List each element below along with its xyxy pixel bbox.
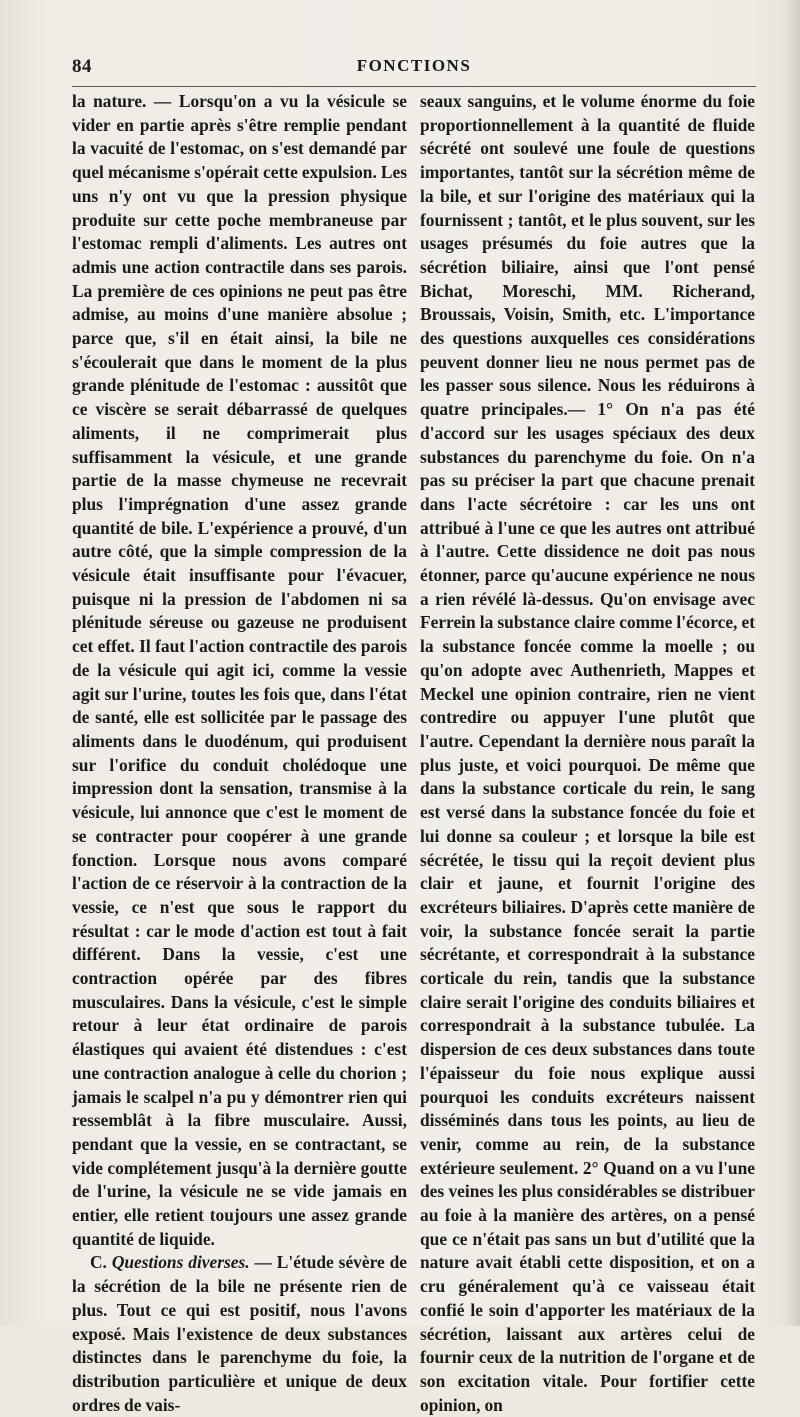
paragraph-foie-questions: seaux sanguins, et le volume énorme du foie proportionnellement à la quantité de fluide sécrété ont soulevé une foule de questions importantes, tantôt sur la sécrétion même de la bile, et sur l'origine des matériaux qui la fournissent ; tantôt, et le plus souvent, sur les usages présumés du foie autres que la sécrétion biliaire, ainsi que l'ont pensé Bichat, Moreschi, MM. Richerand, Broussais, Voisin, Smith, etc. L'importance des questions auxquelles ces considérations peuvent donner lieu ne nous permet pas de les passer sous silence. Nous les réduirons à quatre principales.— 1° On n'a pas été d'accord sur les usages spéciaux des deux substances du parenchyme du foie. On n'a pas su préciser la part que chacune prenait dans l'acte sécrétoire : car les uns ont attribué à l'une ce que les autres ont attribué à l'autre. Cette dissidence ne doit pas nous étonner, parce qu'aucune expérience ne nous a rien révélé là-dessus. Qu'on envisage avec Ferrein la substance claire comme l'écorce, et la substance foncée comme la moelle ; ou qu'on adopte avec Authenrieth, Mappes et Meckel une opinion contraire, rien ne vient contredire ou appuyer l'une plutôt que l'autre. Cependant la dernière nous paraît la plus juste, et voici pourquoi. De même que dans la substance corticale du rein, le sang est versé dans la substance foncée du foie et lui donne sa couleur ; et lorsque la bile est sécrétée, le tissu qui la reçoit devient plus clair et jaune, et fournit l'origine des excréteurs biliaires. D'après cette manière de voir, la substance foncée serait la partie sécrétante, et correspondrait à la substance corticale du rein, tandis que la substance claire serait l'origine des conduits biliaires et correspondrait à la substance tubulée. La dispersion de ces deux substances dans toute l'épaisseur du foie nous explique aussi pourquoi les conduits excréteurs naissent disséminés dans tous les points, au lieu de venir, comme au rein, de la substance extérieure seulement. 2° Quand on a vu l'une des veines les plus considérables se distribuer au foie à la manière des artères, on a pensé que ce n'était pas sans un but d'utilité que la nature avait établi cette disposition, et on a cru généralement qu'à ce vaisseau était confié le soin d'apporter les matériaux de la sécrétion, laissant aux artères celui de fournir ceux de la nutrition de l'organe et de son excitation vitale. Pour fortifier cette opinion, on bbox=[420, 91, 755, 1415]
page-edge-shadow bbox=[786, 0, 800, 1326]
page-number: 84 bbox=[72, 56, 92, 77]
right-column bbox=[420, 90, 755, 1417]
header-rule bbox=[72, 86, 756, 87]
section-heading: Questions diverses. bbox=[111, 1252, 250, 1273]
paragraph-vesicule-contraction: la nature. — Lorsqu'on a vu la vésicule se vider en partie après s'être remplie pendant la vacuité de l'estomac, on s'est demandé par quel mécanisme s'opérait cette expulsion. Les uns n'y ont vu que la pression physique produite sur cette poche membraneuse par l'estomac rempli d'aliments. Les autres ont admis une action contractile dans ses parois. La première de ces opinions ne peut pas être admise, au moins d'une manière absolue ; parce que, s'il en était ainsi, la bile ne s'écoulerait que dans le moment de la plus grande plénitude de l'estomac : aussitôt que ce viscère se serait débarrassé de quelques aliments, il ne comprimerait plus suffisamment la vésicule, et une grande partie de la masse chymeuse ne recevrait plus l'imprégnation d'une assez grande quantité de bile. L'expérience a prouvé, d'un autre côté, que la simple compression de la vésicule était insuffisante pour l'évacuer, puisque ni la pression de l'abdomen ni sa plénitude séreuse ou gazeuse ne produisent cet effet. Il faut l'action contractile des parois de la vésicule qui agit ici, comme la vessie agit sur l'urine, toutes les fois que, dans l'état de santé, elle est sollicitée par le passage des aliments dans le duodénum, qui produisent sur l'orifice du conduit cholédoque une impression dont la sensation, transmise à la vésicule, lui annonce que c'est le moment de se contracter pour coopérer à une grande fonction. Lorsque nous avons comparé l'action de ce réservoir à la contraction de la vessie, ce n'est que sous le rapport du résultat : car le mode d'action est tout à fait différent. Dans la vessie, c'est une contraction opérée par des fibres musculaires. Dans la vésicule, c'est le simple retour à leur état ordinaire de parois élastiques qui avaient été distendues : c'est une contraction analogue à celle du chorion ; jamais le scalpel n'a pu y démontrer rien qui ressemblât à la fibre musculaire. Aussi, pendant que la vessie, en se contractant, se vide complétement jusqu'à la dernière goutte de l'urine, la vésicule ne se vide jamais en entier, elle retient toujours une assez grande quantité de liquide. bbox=[72, 91, 407, 1249]
section-text: — L'étude sévère de la sécrétion de la bile ne présente rien de plus. Tout ce qui est positif, nous l'avons exposé. Mais l'existence de deux substances distinctes dans le parenchyme du foie, la distribution particulière et unique de deux ordres de vais- bbox=[72, 1252, 407, 1415]
running-title: FONCTIONS bbox=[356, 56, 472, 75]
paragraph-questions-diverses bbox=[72, 1251, 407, 1417]
page-header bbox=[72, 56, 756, 84]
left-column bbox=[72, 90, 407, 1417]
section-letter: C. bbox=[90, 1252, 107, 1273]
